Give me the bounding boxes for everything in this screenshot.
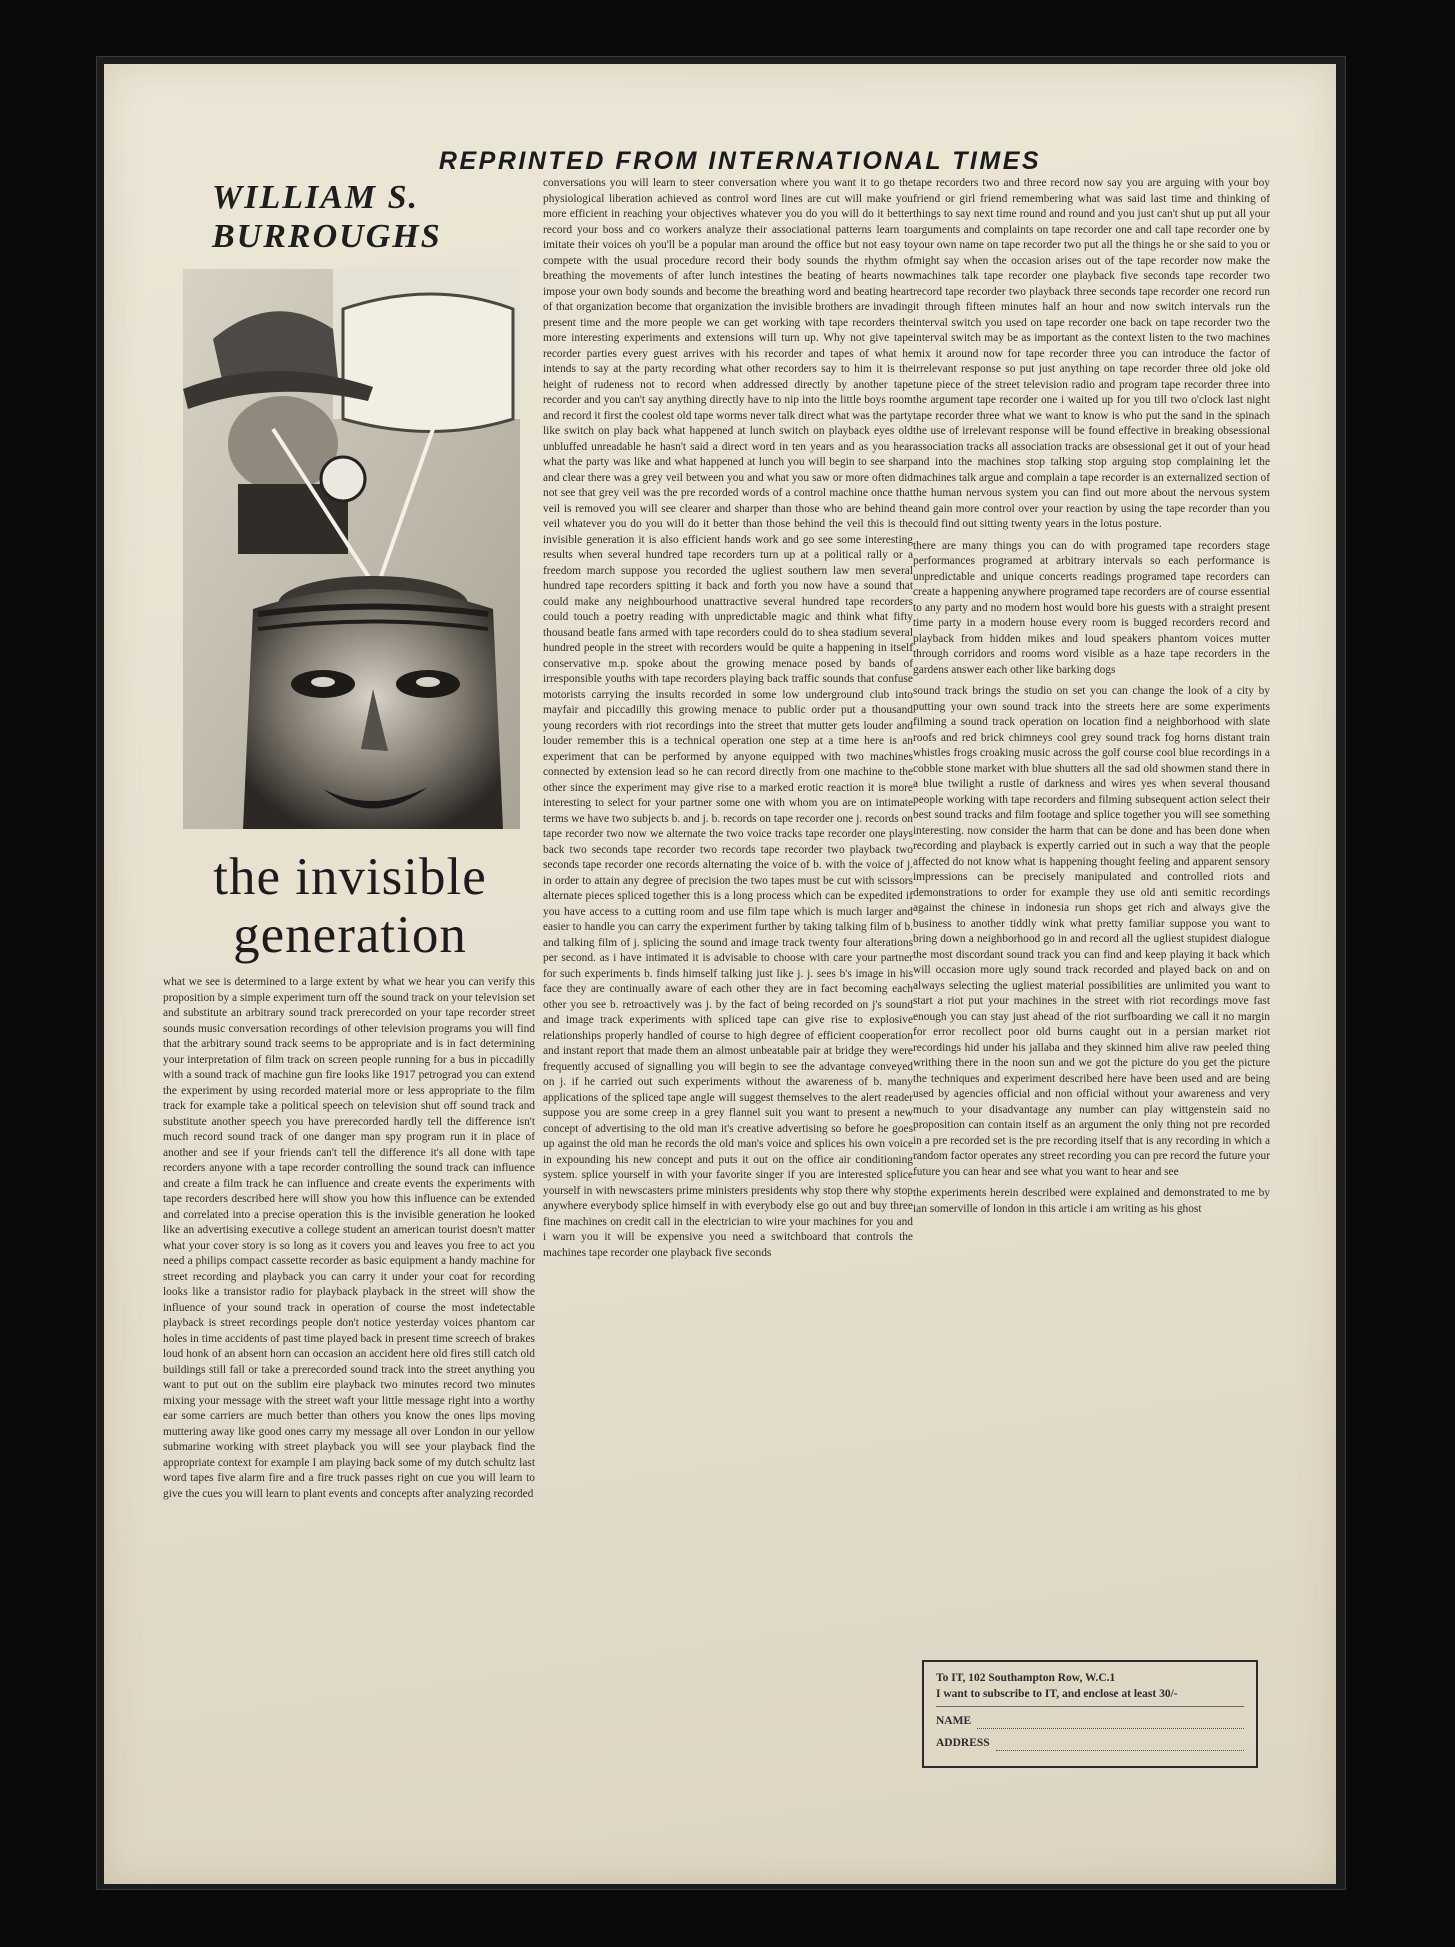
paragraph: conversations you will learn to steer conversation where you want it to go the physiological liberation achieved as control word lines are cut will make you more efficient in reaching your objectives whatever you do you will do it better record your boss and co workers analyze their associational patterns learn to imitate their voices oh you'll be a popular man around the office but not easy to compete with the usual procedure record their body sounds the rhythm of breathing the movements of after lunch intestines the beating of hearts now impose your own body sounds and become the breathing word and beating heart of that organization become that organization the invisible brothers are invading present time and the more people we can get working with tape recorders the more interesting experiments and extensions will turn up. Why not give tape recorder parties every guest arrives with his recorder and tapes of what he intends to say at the party recording what other recorders say to him it is the height of rudeness not to record when addressed directly by another tape recorder and you can't say anything directly have to nip into the little boys room and record it first the coolest old tape worms never talk direct what was the party like switch on play back what happened at lunch switch on playback eyes old unbluffed unreadable he hasn't said a direct word in ten years and as you hear what the party was like and what happened at lunch you will begin to see sharp and clear there was a grey veil between you and what you saw or more often did not see that grey veil was the pre recorded words of a control machine once that veil is removed you will see clearer and sharper than those who are behind the veil whatever you do you will do it better than those behind the veil this is the invisible generation it is also efficient hands work and go see some interesting results when several hundred tape recorders turn up at a political rally or a freedom march suppose you recorded the ugliest southern law men several hundred tape recorders spitting it back and forth you now have a sound that could make any neighbourhood unattractive several hundred tape recorders could touch a poetry reading with unpredictable magic and think what fifty thousand beatle fans armed with tape recorders could do to shea stadium several hundred people in the street with recorders would be quite a happening in itself conservative m.p. spoke about the growing menace posed by bands of irresponsible youths with tape recorders playing back traffic sounds that confuse motorists carrying the insults recorded in some low underground club into mayfair and piccadilly this growing menace to public order put a thousand young recorders with riot recordings into the street that mutter gets louder and louder remember this is a technical operation one step at a time here is an experiment that can be performed by anyone equipped with two machines connected by extension lead so he can record directly from one machine to the other since the experiment may give rise to a marked erotic reaction it is more interesting to select for your partner some one with whom you are on intimate terms we have two subjects b. and j. b. records on tape recorder one j. records on tape recorder two now we alternate the two voice tracks tape recorder one plays back two seconds tape recorder two records tape recorder two playback two seconds tape recorder one records alternating the voice of b. with the voice of j. in order to attain any degree of precision the two tapes must be cut with scissors alternate pieces spliced together this is a long process which can be expedited if you have access to a cutting room and use film tape which is much larger and easier to handle you can carry the experiment further by taking talking film of b. and talking film of j. splicing the sound and image track twenty four alterations per second. as i have intimated it is advisable to choose with care your partner for such experiments b. finds himself talking just like j. j. sees b's image in his face they are continually aware of each other they are in fact becoming each other you see b. retroactively was j. by the fact of being recorded on j's sound and image track experiments with spliced tape can give rise to explosive relationships properly handled of course to high degree of efficient cooperation and instant report that made them an almost unbeatable pair at bridge they were frequently accused of signalling you will begin to see the advantage conveyed on j. if he carried out such experiments without the awareness of b. many applications of the spliced tape angle will suggest themselves to the alert reader suppose you are some creep in a grey flannel suit you want to present a new concept of advertising to the old man it's creative advertising so before he goes up against the old man he records the old man's voice and splices his own voice in expounding his new concept and puts it out on the office air conditioning system. splice yourself in with your favorite singer if you are interested splice yourself in with newscasters prime ministers presidents why stop there why stop anywhere everybody splice himself in with everybody else go out and buy three fine machines on credit call in the electrician to wire your machines for you and i warn you it will be expensive you need a switchboard that controls the machines tape recorder one playback five seconds bbox=[543, 177, 913, 1259]
title-line-1: the invisible bbox=[213, 848, 487, 906]
paragraph: sound track brings the studio on set you can change the look of a city by putting your own sound track into the streets here are some experiments filming a sound track operation on location find a neighborhood with slate roofs and red brick chimneys cool grey sound track fog horns distant train whistles frogs croaking music across the golf course cool blue recordings in a cobble stone market with blue shutters all the sad old showmen stand there in a blue twilight a rustle of darkness and wires yes when several thousand people working with tape recorders and filming subsequent action select their best sound tracks and film footage and splice together you will see something interesting. now consider the harm that can be done and has been done when recording and playback is expertly carried out in such a way that the people affected do not know what is happening thought feeling and apparent sensory impressions can be precisely manipulated and controlled riots and demonstrations to order for example they use old anti semitic recordings against the chinese in indonesia run shops get rich and always give the business to another tiddly wink what pretty familiar suppose you want to bring down a neighborhood go in and record all the ugliest stupidest dialogue the most discordant sound track you can find and keep playing it back which will occasion more ugly sound track recorded and played back on and on always selecting the ugliest material possibilities are unlimited you want to start a riot put your machines in the street with riot recordings move fast enough you can stay just ahead of the riot surfboarding we call it no margin for error recollect poor old burns caught out in a persian market riot recordings hid under his jallaba and they skinned him alive raw peeled thing writhing there in the noon sun and we got the picture do you get the picture the techniques and experiment described here have been used and are being used by agencies official and non official without your awareness and very much to your disadvantage any number can play wittgenstein said no proposition can contain itself as an argument the only thing not pre recorded in a pre recorded set is the pre recording itself that is any recording in which a random factor operates any street recording you can pre record the future your future you can hear and see what you want to hear and see bbox=[913, 685, 1270, 1178]
paragraph: tape recorders two and three record now say you are arguing with your boy friend or girl friend remembering what was said last time and thinking of things to say next time round and round and you just can't shut up put all your arguments and complaints on tape recorder one and call tape recorder one by your own name on tape recorder two put all the things he or she said to you or might say when the occasion arises out of the tape recorder now make the machines talk tape recorder one playback five seconds tape recorder two record tape recorder two playback three seconds tape recorder one record run it through fifteen minutes half an hour and now switch intervals run the interval switch you used on tape recorder one back on tape recorder two the interval switch may be as important as the context listen to the two machines mix it around now for tape recorder three you can introduce the factor of irrelevant response so put just anything on tape recorder three old joke old tune piece of the street television radio and program tape recorder three into the argument tape recorder one i waited up for you till two o'clock last night tape recorder three what we want to know is who put the sand in the spinach the use of irrelevant response will be found effective in breaking obsessional association tracks all association tracks are obsessional get it out of your head and into the machines stop talking stop arguing stop complaining let the machines talk argue and complain a tape recorder is an externalized section of the human nervous system you can find out more about the nervous system and gain more control over your reaction by using the tape recorder than you could find out sitting twenty years in the lotus posture. bbox=[913, 177, 1270, 530]
article-column-3 bbox=[913, 176, 1270, 1640]
coupon-address-label: ADDRESS bbox=[936, 1737, 990, 1749]
masthead: REPRINTED FROM INTERNATIONAL TIMES bbox=[438, 147, 1042, 175]
telephone-dial bbox=[321, 457, 365, 501]
coupon-divider bbox=[936, 1706, 1244, 1707]
coupon-name-label: NAME bbox=[936, 1715, 972, 1727]
paragraph: there are many things you can do with programed tape recorders stage performances programed at arbitrary intervals so each performance is unpredictable and unique concerts readings programed tape recorders can create a happening anywhere programed tape recorders are of course essential to any party and no modern host would bore his guests with a straight present time party in a modern house every room is bugged recorders record and playback from hidden mikes and loud speakers phantom voices mutter through corridors and rooms word visible as a haze tape recorders in the gardens answer each other like barking dogs bbox=[913, 539, 1270, 676]
coupon-subscribe-text: I want to subscribe to IT, and enclose at least 30/- bbox=[936, 1688, 1178, 1700]
coupon-name-line[interactable] bbox=[977, 1718, 1244, 1729]
article-column-1 bbox=[163, 975, 535, 1765]
collage-illustration bbox=[183, 269, 520, 829]
paragraph: what we see is determined to a large extent by what we hear you can verify this proposition by a simple experiment turn off the sound track on your television set and substitute an arbitrary sound track prerecorded on your tape recorder street sounds music conversation recordings of other television programs you will find that the arbitrary sound track seems to be appropriate and is in fact determining your interpretation of film track on screen people running for a bus in piccadilly with a sound track of machine gun fire looks like 1917 petrograd you can extend the experiment by using recorded material more or less appropriate to the film track for example take a political speech on television shut off sound track and substitute another speech you have prerecorded hardly tell the difference isn't much record sound track of one danger man spy program run it in place of another and see if your friends can't tell the difference it's all done with tape recorders anyone with a tape recorder controlling the sound track can influence and create a film track he can influence and create events the experiments with tape recorders described here will show you how this influence can be extended and correlated into a precise operation this is the invisible generation he looked like an advertising executive a college student an american tourist doesn't matter what your cover story is so long as it covers you and leaves you free to act you need a philips compact cassette recorder as basic equipment a handy machine for street recording and playback you can carry it under your coat for recording looks like a transistor radio for playback playback in the street will show the influence of your sound track in operation of course the most indetectable playback is street recordings people don't notice yesterday voices phantom car holes in time accidents of past time played back in present time screech of brakes loud honk of an absent horn can occasion an accident here old fires still catch old buildings still fall or take a prerecorded sound track into the street anything you want to put out on the sublim eire playback two minutes record two minutes mixing your message with the street waft your little message right into a worthy ear some carriers are much better than others you know the ones lips moving muttering away like good ones carry my message all over London in our yellow submarine working with street playback you will see your playback find the appropriate context for example I am playing back some of my dutch schultz last word tapes five alarm fire and a fire truck passes right on cue you will learn to give the cues you will learn to plant events and concepts after analyzing recorded bbox=[163, 976, 535, 1500]
coupon-name-field[interactable] bbox=[936, 1713, 1244, 1729]
title-line-2: generation bbox=[233, 906, 467, 964]
article-column-2 bbox=[543, 176, 913, 1770]
author-last-name: BURROUGHS bbox=[212, 218, 442, 255]
coupon-address-field[interactable] bbox=[936, 1735, 1244, 1751]
coupon-address-line[interactable] bbox=[996, 1740, 1244, 1751]
tv-screen bbox=[343, 294, 513, 432]
author-first-name: WILLIAM S. bbox=[212, 179, 420, 216]
coupon-address: To IT, 102 Southampton Row, W.C.1 bbox=[936, 1672, 1116, 1684]
article-title bbox=[150, 848, 550, 964]
author-byline bbox=[212, 178, 512, 256]
photo-collage bbox=[183, 269, 520, 829]
subscription-coupon bbox=[922, 1660, 1258, 1768]
paragraph: the experiments herein described were explained and demonstrated to me by ian somerville of london in this article i am writing as his ghost bbox=[913, 1187, 1270, 1215]
